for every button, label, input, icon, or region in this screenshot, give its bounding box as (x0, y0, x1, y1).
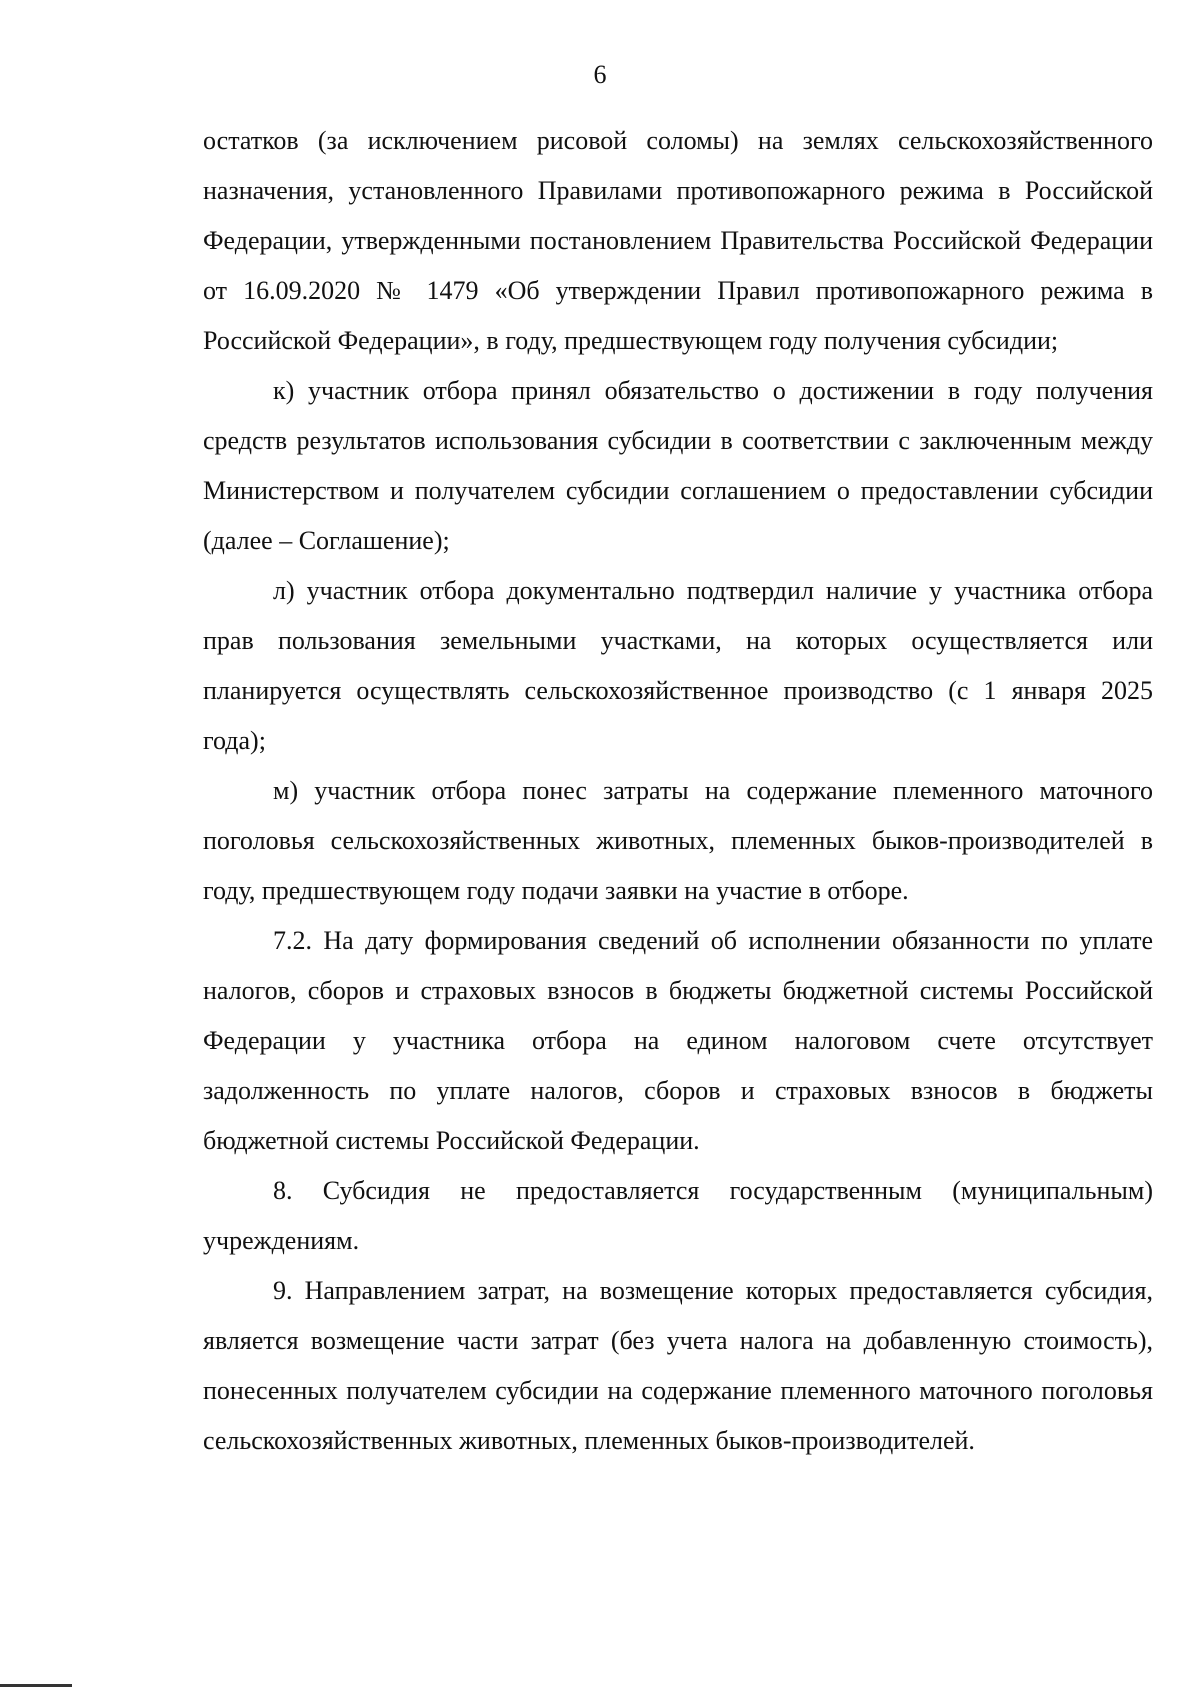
page-number: 6 (593, 60, 607, 89)
paragraph-item-k: к) участник отбора принял обязательство о достижении в году получения средств результатов использования субсидии в соответствии с заключенным между Министерством и получателем субсидии соглашением о предоставлении субсидии (далее – Соглашение); (203, 376, 1153, 555)
paragraph-9: 9. Направлением затрат, на возмещение которых предоставляется субсидия, является возмещение части затрат (без учета налога на добавленную стоимость), понесенных получателем субсидии на содержание племенного маточного поголовья сельскохозяйственных животных, племенных быков-производителей. (203, 1276, 1153, 1455)
paragraph-continuation: остатков (за исключением рисовой соломы) на землях сельскохозяйственного назначения, установленного Правилами противопожарного режима в Российской Федерации, утвержденными постановлением Правительства Российской Федерации от 16.09.2020 № 1479 «Об утверждении Правил противопожарного режима в Российской Федерации», в году, предшествующем году получения субсидии; (203, 126, 1153, 355)
bottom-edge-rule (0, 1684, 72, 1687)
paragraph-item-m: м) участник отбора понес затраты на содержание племенного маточного поголовья сельскохозяйственных животных, племенных быков-производителей в году, предшествующем году подачи заявки на участие в отборе. (203, 776, 1153, 905)
document-body (203, 116, 1153, 1466)
paragraph-8: 8. Субсидия не предоставляется государственным (муниципальным) учреждениям. (203, 1176, 1153, 1255)
paragraph-item-l: л) участник отбора документально подтвердил наличие у участника отбора прав пользования земельными участками, на которых осуществляется или планируется осуществлять сельскохозяйственное производство (с 1 января 2025 года); (203, 576, 1153, 755)
paragraph-7-2: 7.2. На дату формирования сведений об исполнении обязанности по уплате налогов, сборов и страховых взносов в бюджеты бюджетной системы Российской Федерации у участника отбора на едином налоговом счете отсутствует задолженность по уплате налогов, сборов и страховых взносов в бюджеты бюджетной системы Российской Федерации. (203, 926, 1153, 1155)
